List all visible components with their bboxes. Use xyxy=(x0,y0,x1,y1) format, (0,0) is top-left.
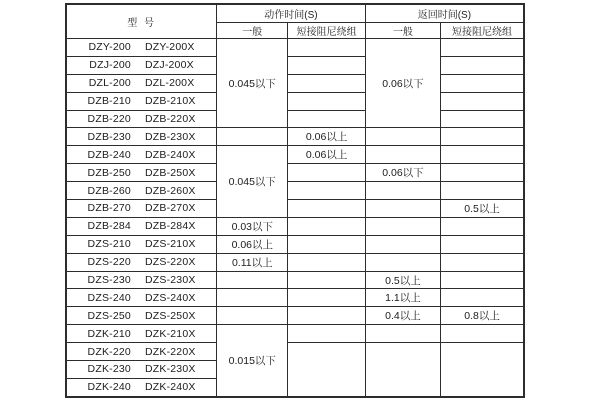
return-short-damping-cell xyxy=(441,164,524,182)
model-label: DZS-230X xyxy=(144,274,196,287)
table-row xyxy=(66,325,524,343)
return-short-damping-cell xyxy=(441,182,524,200)
action-short-damping-cell xyxy=(288,253,365,271)
action-short-damping-cell xyxy=(288,271,365,289)
table-row xyxy=(66,271,524,289)
model-cell xyxy=(66,253,217,271)
action-general-cell xyxy=(217,128,288,146)
return-general-cell xyxy=(365,253,440,271)
model-label: DZS-250X xyxy=(144,309,196,322)
model-label: DZB-260 xyxy=(87,184,131,197)
return-short-damping-cell: 0.5以上 xyxy=(441,200,524,218)
return-short-damping-cell xyxy=(441,146,524,164)
action-short-damping-cell xyxy=(288,110,365,128)
action-general-cell xyxy=(217,307,288,325)
return-short-damping-cell xyxy=(441,289,524,307)
model-label: DZJ-200 xyxy=(89,59,131,72)
action-short-damping-cell: 0.06以上 xyxy=(288,128,365,146)
return-general-cell: 0.4以上 xyxy=(365,307,440,325)
return-general-cell xyxy=(365,146,440,164)
header-action-time: 动作时间(S) xyxy=(217,4,366,23)
model-label: DZB-220 xyxy=(87,113,131,125)
model-cell xyxy=(66,200,217,218)
model-cell xyxy=(66,289,217,307)
action-short-damping-cell xyxy=(288,343,365,397)
action-short-damping-cell xyxy=(288,200,365,218)
model-cell xyxy=(66,74,217,92)
model-label: DZB-230X xyxy=(144,130,196,143)
model-label: DZB-250X xyxy=(144,166,196,179)
table-row xyxy=(66,146,524,164)
table-row xyxy=(66,307,524,325)
action-short-damping-cell xyxy=(288,325,365,343)
model-table-body xyxy=(66,39,524,397)
table-row xyxy=(66,92,524,110)
model-label: DZS-240 xyxy=(87,291,131,304)
model-label: DZB-240X xyxy=(144,148,196,161)
model-label: DZB-210 xyxy=(87,95,131,108)
return-short-damping-cell xyxy=(441,217,524,235)
action-short-damping-cell xyxy=(288,307,365,325)
model-cell xyxy=(66,343,217,361)
table-row xyxy=(66,182,524,200)
model-label: DZS-210X xyxy=(144,238,196,251)
action-short-damping-cell xyxy=(288,164,365,182)
return-general-cell xyxy=(365,182,440,200)
action-general-cell: 0.06以上 xyxy=(217,235,288,253)
model-label: DZB-270X xyxy=(144,202,196,215)
return-short-damping-cell xyxy=(441,128,524,146)
model-label: DZB-270 xyxy=(87,202,131,215)
model-cell xyxy=(66,110,217,128)
action-general-cell: 0.015以下 xyxy=(217,325,288,397)
return-general-cell xyxy=(365,325,440,343)
action-general-cell: 0.045以下 xyxy=(217,39,288,128)
header-action-damped-winding: 短接阻尼绕组 xyxy=(288,23,365,39)
return-short-damping-cell xyxy=(441,92,524,110)
action-short-damping-cell xyxy=(288,289,365,307)
return-general-cell: 1.1以上 xyxy=(365,289,440,307)
return-general-cell: 0.06以下 xyxy=(365,39,440,128)
table-row xyxy=(66,110,524,128)
model-label: DZB-210X xyxy=(144,95,196,108)
table-row xyxy=(66,235,524,253)
model-label: DZL-200X xyxy=(144,77,195,90)
action-short-damping-cell xyxy=(288,39,365,57)
table-row xyxy=(66,74,524,92)
action-short-damping-cell xyxy=(288,56,365,74)
table-row xyxy=(66,56,524,74)
header-return-general: 一般 xyxy=(365,23,440,39)
model-label: DZJ-200X xyxy=(144,59,194,72)
model-cell xyxy=(66,361,217,379)
table-header xyxy=(66,4,524,39)
table-row xyxy=(66,164,524,182)
model-label: DZK-220 xyxy=(87,345,131,358)
model-label: DZY-200X xyxy=(144,41,195,54)
return-general-cell: 0.5以上 xyxy=(365,271,440,289)
model-label: DZS-250 xyxy=(87,309,131,322)
model-cell xyxy=(66,217,217,235)
model-label: DZB-284X xyxy=(144,220,196,233)
model-cell xyxy=(66,182,217,200)
model-label: DZB-260X xyxy=(144,184,196,197)
return-short-damping-cell xyxy=(441,110,524,128)
model-label: DZB-220X xyxy=(144,113,196,125)
return-short-damping-cell xyxy=(441,235,524,253)
return-short-damping-cell xyxy=(441,325,524,343)
return-short-damping-cell xyxy=(441,39,524,57)
model-label: DZK-230X xyxy=(144,363,196,376)
model-label: DZS-220X xyxy=(144,256,196,269)
model-label: DZK-210X xyxy=(144,327,196,340)
model-label: DZS-220 xyxy=(87,256,131,269)
model-label: DZB-250 xyxy=(87,166,131,179)
return-general-cell: 0.06以下 xyxy=(365,164,440,182)
return-short-damping-cell xyxy=(441,56,524,74)
return-short-damping-cell xyxy=(441,343,524,397)
model-label: DZK-220X xyxy=(144,345,196,358)
model-cell xyxy=(66,378,217,396)
header-return-damped-winding: 短接阻尼绕组 xyxy=(441,23,524,39)
return-general-cell xyxy=(365,128,440,146)
model-cell xyxy=(66,92,217,110)
table-row xyxy=(66,253,524,271)
action-short-damping-cell xyxy=(288,235,365,253)
table-row xyxy=(66,343,524,361)
model-label: DZB-240 xyxy=(87,148,131,161)
action-short-damping-cell xyxy=(288,74,365,92)
table-row xyxy=(66,39,524,57)
action-short-damping-cell xyxy=(288,182,365,200)
table-row xyxy=(66,128,524,146)
model-cell xyxy=(66,164,217,182)
model-cell xyxy=(66,56,217,74)
action-general-cell: 0.045以下 xyxy=(217,146,288,218)
model-label: DZK-230 xyxy=(87,363,131,376)
model-label: DZS-210 xyxy=(87,238,131,251)
model-label: DZK-240X xyxy=(144,381,196,394)
return-short-damping-cell xyxy=(441,74,524,92)
model-cell xyxy=(66,146,217,164)
header-return-time: 返回时间(S) xyxy=(365,4,524,23)
model-cell xyxy=(66,271,217,289)
model-label: DZL-200 xyxy=(88,77,131,90)
action-short-damping-cell xyxy=(288,92,365,110)
table-row xyxy=(66,289,524,307)
model-cell xyxy=(66,325,217,343)
model-cell xyxy=(66,235,217,253)
model-label: DZK-240 xyxy=(87,381,131,394)
action-general-cell xyxy=(217,271,288,289)
relay-timing-table xyxy=(65,3,525,398)
table-row xyxy=(66,217,524,235)
return-general-cell xyxy=(365,343,440,397)
action-short-damping-cell xyxy=(288,217,365,235)
model-label: DZY-200 xyxy=(88,41,131,54)
model-label: DZB-230 xyxy=(87,130,131,143)
action-general-cell: 0.03以下 xyxy=(217,217,288,235)
header-action-general: 一般 xyxy=(217,23,288,39)
model-label: DZK-210 xyxy=(87,327,131,340)
model-label: DZS-230 xyxy=(87,274,131,287)
header-model: 型 号 xyxy=(66,4,217,39)
return-short-damping-cell: 0.8以上 xyxy=(441,307,524,325)
action-short-damping-cell: 0.06以上 xyxy=(288,146,365,164)
model-label: DZS-240X xyxy=(144,291,196,304)
return-general-cell xyxy=(365,235,440,253)
model-cell xyxy=(66,128,217,146)
model-label: DZB-284 xyxy=(87,220,131,233)
action-general-cell: 0.11以上 xyxy=(217,253,288,271)
return-general-cell xyxy=(365,200,440,218)
model-cell xyxy=(66,39,217,57)
model-cell xyxy=(66,307,217,325)
action-general-cell xyxy=(217,289,288,307)
table-row xyxy=(66,200,524,218)
return-short-damping-cell xyxy=(441,253,524,271)
return-general-cell xyxy=(365,217,440,235)
return-short-damping-cell xyxy=(441,271,524,289)
